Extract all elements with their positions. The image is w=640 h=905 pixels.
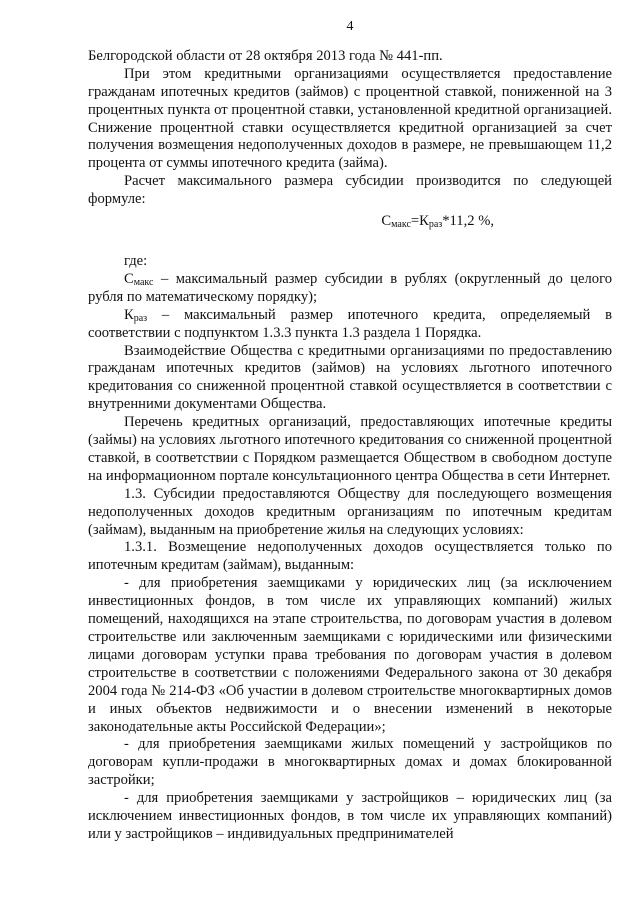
paragraph-1-3-1: 1.3.1. Возмещение недополученных доходов осуществляется только по ипотечным кредитам (займам), выданным: [88, 539, 612, 574]
list-item-shared-construction: - для приобретения заемщиками у юридических лиц (за исключением инвестиционных фондов, в том числе их управляющих компаний) жилых помещений, находящихся на этапе строительства, по договорам участия в долевом строительстве или заключенным заемщиками с юридическими или физическими лицами договорам уступки права требования по договорам участия в долевом строительстве в соответствии с положениями Федерального закона от 30 декабря 2004 года № 214-ФЗ «Об участии в долевом строительстве многоквартирных домов и иных объектов недвижимости и о внесении изменений в некоторые законодательные акты Российской Федерации»; [88, 575, 612, 735]
paragraph-continuation: Белгородской области от 28 октября 2013 года № 441-пп. [88, 47, 443, 64]
paragraph-formula-intro: Расчет максимального размера субсидии производится по следующей формуле: [88, 173, 612, 208]
formula-rest: *11,2 %, [442, 213, 494, 230]
def-cmax-symbol: С [124, 270, 134, 287]
formula-k-sub: раз [428, 219, 443, 231]
def-kraz-sub: раз [133, 312, 148, 324]
definition-kraz [88, 307, 612, 343]
page-number: 4 [346, 19, 354, 34]
paragraph-where: где: [124, 252, 148, 269]
definition-cmax [88, 271, 612, 307]
paragraph-rate-reduction: При этом кредитными организациями осуществляется предоставление гражданам ипотечных кредитов (займов) с процентной ставкой, пониженной на 3 процентных пункта от процентной ставки, установленной кредитной организацией. Снижение процентной ставки осуществляется кредитной организацией за счет получения возмещения недополученных доходов в размере, не превышающем 11,2 процента от суммы ипотечного кредита (займа). [88, 65, 612, 172]
subsidy-formula [88, 213, 612, 231]
def-cmax-text: – максимальный размер субсидии в рублях (округленный до целого рубля по математическому порядку); [88, 270, 612, 305]
formula-eq: =К [410, 213, 429, 230]
list-item-developers: - для приобретения заемщиками у застройщиков – юридических лиц (за исключением инвестиционных фондов, в том числе их управляющих компаний) или у застройщиков – индивидуальных предпринимателей [88, 790, 612, 842]
formula-c-sub: макс [391, 219, 411, 231]
formula-c: С [381, 213, 392, 230]
def-kraz-symbol: К [124, 306, 134, 323]
def-kraz-text: – максимальный размер ипотечного кредита, определяемый в соответствии с подпунктом 1.3.3 пункта 1.3 раздела 1 Порядка. [88, 306, 612, 341]
paragraph-1-3: 1.3. Субсидии предоставляются Обществу для последующего возмещения недополученных доходов кредитным организациям по ипотечным кредитам (займам), выданным на приобретение жилья на следующих условиях: [88, 485, 612, 538]
def-cmax-sub: макс [133, 276, 154, 288]
list-item-purchase-sale: - для приобретения заемщиками жилых помещений у застройщиков по договорам купли-продажи в многоквартирных домах и домах блокированной застройки; [88, 736, 612, 789]
paragraph-interaction: Взаимодействие Общества с кредитными организациями по предоставлению гражданам ипотечных кредитов (займов) на условиях льготного ипотечного кредитования со сниженной процентной ставкой осуществляется в соответствии с внутренними документами Общества. [88, 342, 612, 413]
paragraph-bank-list: Перечень кредитных организаций, предоставляющих ипотечные кредиты (займы) на условиях льготного ипотечного кредитования со сниженной процентной ставкой, в соответствии с Порядком размещается Обществом в свободном доступе на информационном портале консультационного центра Общества в сети Интернет. [88, 414, 612, 484]
